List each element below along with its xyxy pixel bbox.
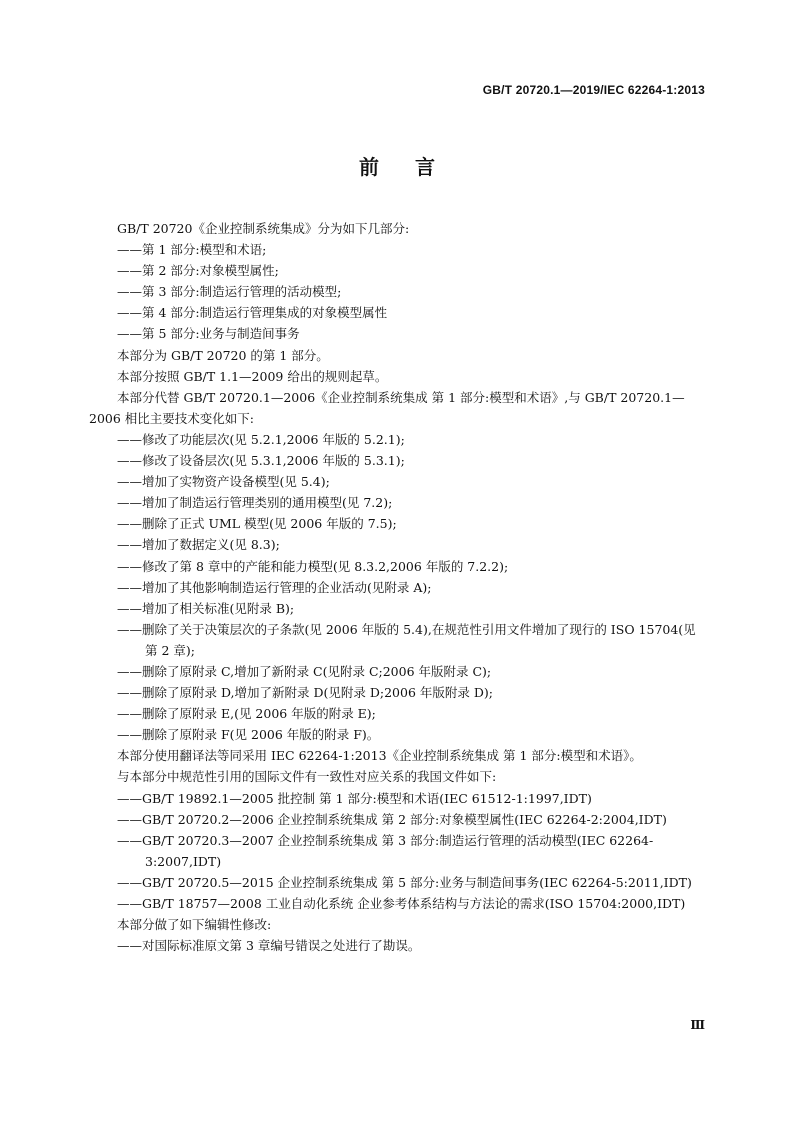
list-item: ——第 2 部分:对象模型属性; bbox=[117, 263, 279, 279]
list-item: ——删除了原附录 E,(见 2006 年版的附录 E); bbox=[117, 706, 376, 722]
changes-list bbox=[89, 429, 705, 745]
list-item: ——GB/T 20720.3—2007 企业控制系统集成 第 3 部分:制造运行管理的活动模型(IEC 62264-3:2007,IDT) bbox=[117, 832, 654, 869]
list-item: ——GB/T 19892.1—2005 批控制 第 1 部分:模型和术语(IEC 61512-1:1997,IDT) bbox=[117, 790, 592, 806]
list-item: ——删除了原附录 D,增加了新附录 D(见附录 D;2006 年版附录 D); bbox=[117, 685, 493, 701]
list-item: ——第 3 部分:制造运行管理的活动模型; bbox=[117, 284, 342, 300]
part-of-paragraph: 本部分为 GB/T 20720 的第 1 部分。 bbox=[117, 347, 329, 363]
list-item: ——增加了制造运行管理类别的通用模型(见 7.2); bbox=[117, 495, 393, 511]
preface-body bbox=[89, 218, 705, 956]
list-item: ——修改了功能层次(见 5.2.1,2006 年版的 5.2.1); bbox=[117, 431, 405, 447]
list-item: ——删除了正式 UML 模型(见 2006 年版的 7.5); bbox=[117, 516, 397, 532]
list-item: ——删除了关于决策层次的子条款(见 2006 年版的 5.4),在规范性引用文件增加了现行的 ISO 15704(见第 2 章); bbox=[117, 621, 696, 658]
list-item: ——第 5 部分:业务与制造间事务 bbox=[117, 326, 300, 342]
list-item: ——删除了原附录 C,增加了新附录 C(见附录 C;2006 年版附录 C); bbox=[117, 663, 492, 679]
correspondence-paragraph: 与本部分中规范性引用的国际文件有一致性对应关系的我国文件如下: bbox=[117, 769, 497, 785]
standard-code-header: GB/T 20720.1—2019/IEC 62264-1:2013 bbox=[482, 83, 705, 97]
parts-list bbox=[89, 239, 705, 344]
list-item: ——修改了第 8 章中的产能和能力模型(见 8.3.2,2006 年版的 7.2.2); bbox=[117, 558, 509, 574]
list-item: ——增加了数据定义(见 8.3); bbox=[117, 537, 280, 553]
list-item: ——第 4 部分:制造运行管理集成的对象模型属性 bbox=[117, 305, 388, 321]
page-title: 前言 bbox=[359, 155, 471, 179]
list-item: ——增加了实物资产设备模型(见 5.4); bbox=[117, 474, 330, 490]
references-list bbox=[89, 788, 705, 915]
list-item: ——对国际标准原文第 3 章编号错误之处进行了勘误。 bbox=[117, 938, 421, 954]
editorial-list bbox=[89, 935, 705, 956]
list-item: ——删除了原附录 F(见 2006 年版的附录 F)。 bbox=[117, 727, 380, 743]
list-item: ——GB/T 18757—2008 工业自动化系统 企业参考体系结构与方法论的需求(ISO 15704:2000,IDT) bbox=[117, 896, 686, 911]
replaces-paragraph: 本部分代替 GB/T 20720.1—2006《企业控制系统集成 第 1 部分:模型和术语》,与 GB/T 20720.1—2006 相比主要技术变化如下: bbox=[89, 389, 685, 426]
list-item: ——GB/T 20720.2—2006 企业控制系统集成 第 2 部分:对象模型属性(IEC 62264-2:2004,IDT) bbox=[117, 811, 667, 827]
translation-paragraph: 本部分使用翻译法等同采用 IEC 62264-1:2013《企业控制系统集成 第 1 部分:模型和术语》。 bbox=[117, 748, 642, 764]
editorial-paragraph: 本部分做了如下编辑性修改: bbox=[117, 917, 272, 933]
list-item: ——第 1 部分:模型和术语; bbox=[117, 242, 267, 258]
list-item: ——增加了其他影响制造运行管理的企业活动(见附录 A); bbox=[117, 579, 432, 595]
list-item: ——增加了相关标准(见附录 B); bbox=[117, 600, 295, 616]
list-item: ——修改了设备层次(见 5.3.1,2006 年版的 5.3.1); bbox=[117, 453, 405, 469]
intro-paragraph: GB/T 20720《企业控制系统集成》分为如下几部分: bbox=[117, 221, 410, 236]
page-number: Ⅲ bbox=[690, 1018, 705, 1032]
list-item: ——GB/T 20720.5—2015 企业控制系统集成 第 5 部分:业务与制造间事务(IEC 62264-5:2011,IDT) bbox=[117, 874, 692, 890]
rules-paragraph: 本部分按照 GB/T 1.1—2009 给出的规则起草。 bbox=[117, 368, 388, 384]
